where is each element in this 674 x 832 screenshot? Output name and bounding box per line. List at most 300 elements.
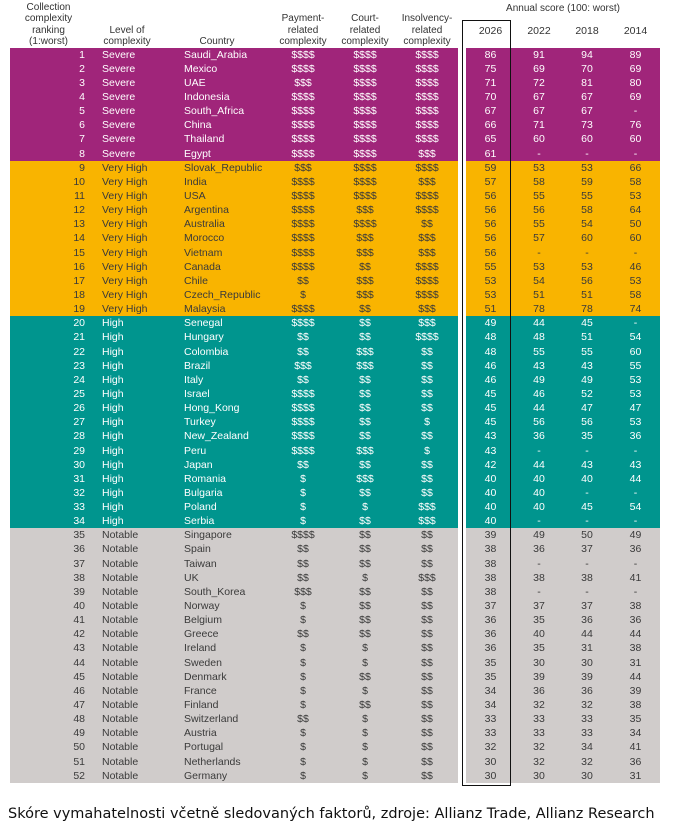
score-2026-cell: 34 <box>466 698 515 712</box>
spacer-cell <box>458 104 466 118</box>
country-cell: Israel <box>162 387 272 401</box>
score-2018-cell: 39 <box>563 670 611 684</box>
level-cell: Notable <box>92 740 162 754</box>
score-2026-cell: 32 <box>466 740 515 754</box>
score-2014-cell: 60 <box>611 132 660 146</box>
level-cell: Very High <box>92 217 162 231</box>
country-cell: Hong_Kong <box>162 401 272 415</box>
score-2026-cell: 48 <box>466 344 515 358</box>
rank-cell: 5 <box>10 104 92 118</box>
rank-cell: 23 <box>10 359 92 373</box>
court-cell: $$$$ <box>334 118 396 132</box>
score-2014-cell: 44 <box>611 472 660 486</box>
score-2018-cell: - <box>563 514 611 528</box>
header-year-2026: 2026 <box>478 24 503 37</box>
score-2014-cell: 31 <box>611 656 660 670</box>
score-2018-cell: 53 <box>563 161 611 175</box>
country-cell: Romania <box>162 472 272 486</box>
score-2014-cell: 49 <box>611 528 660 542</box>
country-cell: UK <box>162 571 272 585</box>
score-2026-cell: 56 <box>466 231 515 245</box>
insolvency-cell: $$$$ <box>396 330 458 344</box>
spacer-cell <box>458 118 466 132</box>
level-cell: Very High <box>92 288 162 302</box>
header-year-2014: 2014 <box>623 24 648 37</box>
payment-cell: $$ <box>272 712 334 726</box>
score-2022-cell: 60 <box>515 132 563 146</box>
level-cell: Notable <box>92 726 162 740</box>
court-cell: $ <box>334 500 396 514</box>
insolvency-cell: $$ <box>396 684 458 698</box>
payment-cell: $ <box>272 755 334 769</box>
court-cell: $$ <box>334 599 396 613</box>
score-2018-cell: 53 <box>563 260 611 274</box>
score-2014-cell: 31 <box>611 769 660 783</box>
insolvency-cell: $$ <box>396 542 458 556</box>
score-2022-cell: - <box>515 443 563 457</box>
level-cell: Notable <box>92 684 162 698</box>
score-2014-cell: - <box>611 104 660 118</box>
level-cell: Severe <box>92 76 162 90</box>
score-2022-cell: 57 <box>515 231 563 245</box>
payment-cell: $ <box>272 726 334 740</box>
insolvency-cell: $$ <box>396 670 458 684</box>
court-cell: $$ <box>334 373 396 387</box>
score-2026-cell: 51 <box>466 302 515 316</box>
court-cell: $ <box>334 726 396 740</box>
insolvency-cell: $$ <box>396 613 458 627</box>
score-2026-cell: 40 <box>466 472 515 486</box>
spacer-cell <box>458 415 466 429</box>
score-2026-cell: 56 <box>466 203 515 217</box>
table-row <box>10 528 660 542</box>
score-2014-cell: 80 <box>611 76 660 90</box>
score-2026-cell: 45 <box>466 415 515 429</box>
score-2022-cell: 49 <box>515 528 563 542</box>
score-2018-cell: 33 <box>563 726 611 740</box>
score-2018-cell: 49 <box>563 373 611 387</box>
rank-cell: 17 <box>10 274 92 288</box>
country-cell: Portugal <box>162 740 272 754</box>
court-cell: $$ <box>334 429 396 443</box>
level-cell: Notable <box>92 698 162 712</box>
score-2018-cell: 56 <box>563 274 611 288</box>
rank-cell: 12 <box>10 203 92 217</box>
score-2018-cell: - <box>563 585 611 599</box>
score-2022-cell: 32 <box>515 755 563 769</box>
court-cell: $$$ <box>334 344 396 358</box>
rank-cell: 30 <box>10 458 92 472</box>
insolvency-cell: $$ <box>396 712 458 726</box>
court-cell: $$ <box>334 585 396 599</box>
rank-cell: 19 <box>10 302 92 316</box>
country-cell: Norway <box>162 599 272 613</box>
table-row <box>10 726 660 740</box>
score-2026-cell: 56 <box>466 217 515 231</box>
insolvency-cell: $$ <box>396 726 458 740</box>
table-row <box>10 429 660 443</box>
score-2026-cell: 59 <box>466 161 515 175</box>
insolvency-cell: $$$ <box>396 571 458 585</box>
score-2018-cell: 45 <box>563 500 611 514</box>
country-cell: Slovak_Republic <box>162 161 272 175</box>
score-2014-cell: - <box>611 585 660 599</box>
level-cell: Very High <box>92 231 162 245</box>
rank-cell: 52 <box>10 769 92 783</box>
score-2026-cell: 66 <box>466 118 515 132</box>
payment-cell: $$$$ <box>272 528 334 542</box>
country-cell: France <box>162 684 272 698</box>
country-cell: Switzerland <box>162 712 272 726</box>
country-cell: Brazil <box>162 359 272 373</box>
score-2018-cell: 30 <box>563 769 611 783</box>
payment-cell: $ <box>272 656 334 670</box>
score-2018-cell: 36 <box>563 613 611 627</box>
rank-cell: 43 <box>10 641 92 655</box>
table-body <box>10 48 660 783</box>
table-row <box>10 656 660 670</box>
score-2014-cell: 60 <box>611 231 660 245</box>
insolvency-cell: $$ <box>396 698 458 712</box>
score-2014-cell: - <box>611 245 660 259</box>
complexity-table-wrapper <box>10 0 660 783</box>
score-2026-cell: 75 <box>466 62 515 76</box>
spacer-cell <box>458 90 466 104</box>
score-2026-cell: 30 <box>466 769 515 783</box>
score-2022-cell: 44 <box>515 316 563 330</box>
country-cell: Belgium <box>162 613 272 627</box>
country-cell: Netherlands <box>162 755 272 769</box>
score-2018-cell: 59 <box>563 175 611 189</box>
score-2014-cell: 53 <box>611 274 660 288</box>
rank-cell: 47 <box>10 698 92 712</box>
payment-cell: $$$$ <box>272 401 334 415</box>
country-cell: New_Zealand <box>162 429 272 443</box>
score-2026-cell: 36 <box>466 627 515 641</box>
level-cell: Very High <box>92 245 162 259</box>
payment-cell: $$$$ <box>272 132 334 146</box>
spacer-cell <box>458 359 466 373</box>
level-cell: Notable <box>92 627 162 641</box>
court-cell: $$ <box>334 627 396 641</box>
score-2018-cell: - <box>563 245 611 259</box>
score-2014-cell: 69 <box>611 62 660 76</box>
score-2018-cell: 60 <box>563 132 611 146</box>
table-row <box>10 542 660 556</box>
payment-cell: $$$$ <box>272 118 334 132</box>
court-cell: $$$$ <box>334 48 396 62</box>
payment-cell: $ <box>272 613 334 627</box>
insolvency-cell: $$ <box>396 217 458 231</box>
score-2026-cell: 61 <box>466 146 515 160</box>
payment-cell: $ <box>272 500 334 514</box>
payment-cell: $$ <box>272 557 334 571</box>
payment-cell: $ <box>272 472 334 486</box>
rank-cell: 44 <box>10 656 92 670</box>
score-2014-cell: 55 <box>611 359 660 373</box>
level-cell: Severe <box>92 104 162 118</box>
score-2022-cell: 36 <box>515 429 563 443</box>
payment-cell: $$$$ <box>272 175 334 189</box>
rank-cell: 38 <box>10 571 92 585</box>
country-cell: USA <box>162 189 272 203</box>
score-2022-cell: 54 <box>515 274 563 288</box>
score-2026-cell: 48 <box>466 330 515 344</box>
score-2018-cell: 36 <box>563 684 611 698</box>
insolvency-cell: $$ <box>396 458 458 472</box>
score-2022-cell: 58 <box>515 175 563 189</box>
score-2022-cell: - <box>515 245 563 259</box>
header-year-2018: 2018 <box>575 24 599 37</box>
country-cell: Singapore <box>162 528 272 542</box>
rank-cell: 35 <box>10 528 92 542</box>
score-2018-cell: 43 <box>563 458 611 472</box>
level-cell: Notable <box>92 599 162 613</box>
rank-cell: 50 <box>10 740 92 754</box>
table-row <box>10 189 660 203</box>
score-2026-cell: 40 <box>466 500 515 514</box>
score-2018-cell: - <box>563 146 611 160</box>
country-cell: Finland <box>162 698 272 712</box>
payment-cell: $ <box>272 599 334 613</box>
rank-cell: 33 <box>10 500 92 514</box>
header-annual-score: Annual score (100: worst) <box>506 3 620 14</box>
payment-cell: $ <box>272 641 334 655</box>
insolvency-cell: $$$$ <box>396 274 458 288</box>
score-2026-cell: 38 <box>466 557 515 571</box>
country-cell: Poland <box>162 500 272 514</box>
court-cell: $$$$ <box>334 146 396 160</box>
level-cell: Notable <box>92 769 162 783</box>
court-cell: $$$ <box>334 443 396 457</box>
score-2026-cell: 34 <box>466 684 515 698</box>
score-2022-cell: 44 <box>515 401 563 415</box>
score-2022-cell: 49 <box>515 373 563 387</box>
insolvency-cell: $$ <box>396 585 458 599</box>
spacer-cell <box>458 231 466 245</box>
score-2022-cell: 40 <box>515 500 563 514</box>
score-2018-cell: 37 <box>563 599 611 613</box>
score-2014-cell: 53 <box>611 415 660 429</box>
spacer-cell <box>458 443 466 457</box>
country-cell: Indonesia <box>162 90 272 104</box>
score-2014-cell: 89 <box>611 48 660 62</box>
level-cell: Very High <box>92 203 162 217</box>
level-cell: High <box>92 472 162 486</box>
table-row <box>10 231 660 245</box>
country-cell: Malaysia <box>162 302 272 316</box>
header-rank: Collection complexity ranking (1:worst) <box>24 1 73 47</box>
level-cell: High <box>92 514 162 528</box>
spacer-cell <box>458 146 466 160</box>
score-2018-cell: 67 <box>563 90 611 104</box>
country-cell: Thailand <box>162 132 272 146</box>
rank-cell: 34 <box>10 514 92 528</box>
score-2014-cell: 46 <box>611 260 660 274</box>
score-2026-cell: 40 <box>466 514 515 528</box>
rank-cell: 51 <box>10 755 92 769</box>
rank-cell: 25 <box>10 387 92 401</box>
court-cell: $$$$ <box>334 104 396 118</box>
spacer-cell <box>458 260 466 274</box>
table-row <box>10 359 660 373</box>
country-cell: Italy <box>162 373 272 387</box>
level-cell: High <box>92 401 162 415</box>
court-cell: $$$ <box>334 274 396 288</box>
table-row <box>10 217 660 231</box>
court-cell: $$$ <box>334 245 396 259</box>
score-2022-cell: 55 <box>515 344 563 358</box>
score-2022-cell: 69 <box>515 62 563 76</box>
insolvency-cell: $$$ <box>396 316 458 330</box>
payment-cell: $$$ <box>272 161 334 175</box>
level-cell: Very High <box>92 302 162 316</box>
court-cell: $$$ <box>334 203 396 217</box>
score-2026-cell: 46 <box>466 373 515 387</box>
score-2022-cell: 71 <box>515 118 563 132</box>
spacer-cell <box>458 245 466 259</box>
score-2014-cell: 76 <box>611 118 660 132</box>
score-2018-cell: 55 <box>563 189 611 203</box>
score-2022-cell: 32 <box>515 698 563 712</box>
score-2026-cell: 42 <box>466 458 515 472</box>
level-cell: Severe <box>92 118 162 132</box>
rank-cell: 45 <box>10 670 92 684</box>
rank-cell: 48 <box>10 712 92 726</box>
spacer-cell <box>458 500 466 514</box>
level-cell: High <box>92 387 162 401</box>
payment-cell: $ <box>272 698 334 712</box>
payment-cell: $ <box>272 684 334 698</box>
score-2026-cell: 56 <box>466 245 515 259</box>
rank-cell: 1 <box>10 48 92 62</box>
score-2026-cell: 38 <box>466 571 515 585</box>
level-cell: Severe <box>92 132 162 146</box>
score-2018-cell: 43 <box>563 359 611 373</box>
rank-cell: 8 <box>10 146 92 160</box>
score-2018-cell: 37 <box>563 542 611 556</box>
score-2014-cell: - <box>611 514 660 528</box>
country-cell: Mexico <box>162 62 272 76</box>
insolvency-cell: $$ <box>396 641 458 655</box>
court-cell: $$ <box>334 387 396 401</box>
spacer-cell <box>458 458 466 472</box>
payment-cell: $$$$ <box>272 260 334 274</box>
level-cell: Severe <box>92 62 162 76</box>
table-row <box>10 613 660 627</box>
score-2014-cell: - <box>611 316 660 330</box>
spacer-cell <box>458 401 466 415</box>
court-cell: $$ <box>334 330 396 344</box>
rank-cell: 14 <box>10 231 92 245</box>
court-cell: $ <box>334 712 396 726</box>
spacer-cell <box>458 599 466 613</box>
payment-cell: $$$$ <box>272 316 334 330</box>
score-2018-cell: 32 <box>563 698 611 712</box>
court-cell: $ <box>334 769 396 783</box>
score-2018-cell: - <box>563 486 611 500</box>
score-2014-cell: 34 <box>611 726 660 740</box>
country-cell: Serbia <box>162 514 272 528</box>
header-year-2022: 2022 <box>527 24 551 37</box>
table-row <box>10 373 660 387</box>
score-2014-cell: 54 <box>611 500 660 514</box>
table-row <box>10 48 660 62</box>
score-2014-cell: 74 <box>611 302 660 316</box>
level-cell: Notable <box>92 542 162 556</box>
score-2018-cell: - <box>563 557 611 571</box>
payment-cell: $$$$ <box>272 429 334 443</box>
payment-cell: $ <box>272 486 334 500</box>
payment-cell: $$$$ <box>272 62 334 76</box>
score-2022-cell: 33 <box>515 712 563 726</box>
score-2014-cell: - <box>611 557 660 571</box>
rank-cell: 24 <box>10 373 92 387</box>
court-cell: $$ <box>334 486 396 500</box>
table-row <box>10 344 660 358</box>
level-cell: Notable <box>92 670 162 684</box>
payment-cell: $$$$ <box>272 302 334 316</box>
country-cell: Canada <box>162 260 272 274</box>
score-2018-cell: 51 <box>563 330 611 344</box>
level-cell: Very High <box>92 274 162 288</box>
score-2026-cell: 53 <box>466 288 515 302</box>
rank-cell: 26 <box>10 401 92 415</box>
table-row <box>10 443 660 457</box>
spacer-cell <box>458 755 466 769</box>
payment-cell: $$$$ <box>272 48 334 62</box>
score-2022-cell: 46 <box>515 387 563 401</box>
rank-cell: 41 <box>10 613 92 627</box>
score-2018-cell: 47 <box>563 401 611 415</box>
rank-cell: 49 <box>10 726 92 740</box>
score-2022-cell: 55 <box>515 189 563 203</box>
payment-cell: $$$$ <box>272 245 334 259</box>
country-cell: Senegal <box>162 316 272 330</box>
score-2026-cell: 56 <box>466 189 515 203</box>
payment-cell: $$$$ <box>272 443 334 457</box>
score-2018-cell: 81 <box>563 76 611 90</box>
score-2022-cell: - <box>515 557 563 571</box>
table-row <box>10 260 660 274</box>
insolvency-cell: $$ <box>396 472 458 486</box>
rank-cell: 27 <box>10 415 92 429</box>
rank-cell: 11 <box>10 189 92 203</box>
country-cell: Argentina <box>162 203 272 217</box>
table-row <box>10 670 660 684</box>
level-cell: Notable <box>92 585 162 599</box>
rank-cell: 7 <box>10 132 92 146</box>
score-2018-cell: 38 <box>563 571 611 585</box>
country-cell: Sweden <box>162 656 272 670</box>
court-cell: $$ <box>334 670 396 684</box>
header-country: Country <box>199 36 235 47</box>
score-2014-cell: 50 <box>611 217 660 231</box>
score-2014-cell: 39 <box>611 684 660 698</box>
rank-cell: 13 <box>10 217 92 231</box>
country-cell: Chile <box>162 274 272 288</box>
score-2018-cell: 40 <box>563 472 611 486</box>
spacer-cell <box>458 670 466 684</box>
score-2022-cell: 67 <box>515 104 563 118</box>
score-2022-cell: 35 <box>515 641 563 655</box>
court-cell: $$$$ <box>334 132 396 146</box>
country-cell: Denmark <box>162 670 272 684</box>
court-cell: $$$$ <box>334 161 396 175</box>
payment-cell: $$$ <box>272 585 334 599</box>
table-row <box>10 641 660 655</box>
score-2014-cell: 36 <box>611 613 660 627</box>
